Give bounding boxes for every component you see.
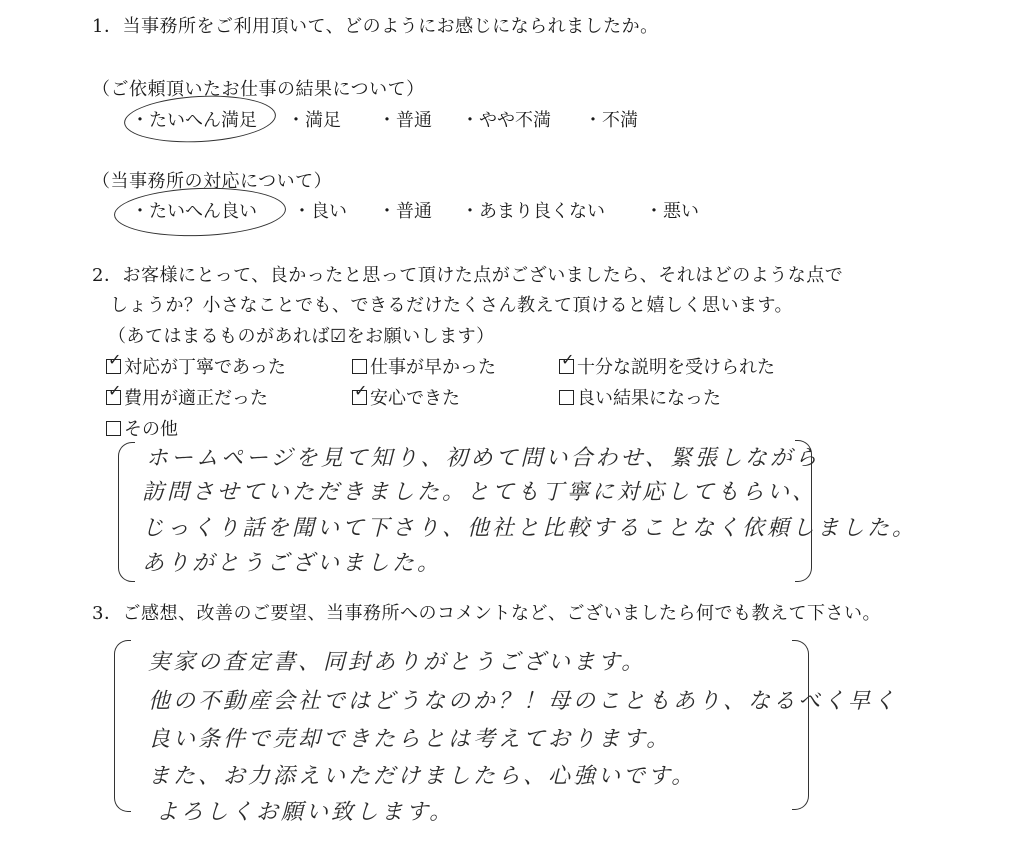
- comment-bracket-right: [792, 640, 809, 810]
- option-normal-2[interactable]: ・普通: [378, 201, 432, 222]
- q2-heading-line1: 2．お客様にとって、良かったと思って頂けた点がございましたら、それはどのような点で: [92, 265, 844, 286]
- checkbox-icon[interactable]: [352, 381, 368, 405]
- checkbox-icon[interactable]: [106, 350, 122, 374]
- checkbox-label: 費用が適正だった: [124, 388, 268, 409]
- checkmark-icon: ✓: [354, 381, 368, 400]
- checkbox-label: 仕事が早かった: [370, 357, 496, 378]
- option-very-good[interactable]: ・たいへん良い: [131, 201, 257, 222]
- checkbox-label: 対応が丁寧であった: [124, 357, 286, 378]
- option-dissatisfied[interactable]: ・不満: [584, 110, 638, 131]
- handwritten-comment-line: 訪問させていただきました。とても丁寧に対応してもらい、: [142, 480, 818, 505]
- checkbox-fast-work[interactable]: [352, 357, 496, 379]
- handwritten-comment-line: 他の不動産会社ではどうなのか？！母のこともあり、なるべく早く: [148, 689, 899, 714]
- handwritten-comment-line: じっくり話を聞いて下さり、他社と比較することなく依頼しました。: [142, 516, 918, 541]
- option-satisfied[interactable]: ・満足: [287, 110, 341, 131]
- handwritten-comment-line: 実家の査定書、同封ありがとうございます。: [148, 650, 647, 675]
- comment-bracket-left: [118, 442, 135, 582]
- checkbox-fair-fees[interactable]: [106, 381, 268, 410]
- checkbox-label: 安心できた: [370, 388, 460, 409]
- checkbox-icon[interactable]: [106, 421, 121, 436]
- checkbox-sufficient-explanation[interactable]: [559, 350, 775, 379]
- checkbox-good-result[interactable]: [559, 388, 721, 410]
- q2-instruction: （あてはまるものがあれば☑をお願いします）: [108, 326, 495, 347]
- handwritten-comment-line: ホームページを見て知り、初めて問い合わせ、緊張しながら: [146, 446, 820, 471]
- option-normal[interactable]: ・普通: [378, 110, 432, 131]
- checkbox-polite-service[interactable]: [106, 350, 286, 379]
- option-very-satisfied[interactable]: ・たいへん満足: [131, 110, 257, 131]
- checkmark-icon: ✓: [561, 350, 575, 369]
- checkbox-icon[interactable]: [106, 381, 122, 405]
- checkbox-icon[interactable]: [559, 350, 575, 374]
- q2-heading-line2: しょうか？小さなことでも、できるだけたくさん教えて頂けると嬉しく思います。: [110, 295, 794, 316]
- option-good[interactable]: ・良い: [293, 201, 347, 222]
- checkbox-icon[interactable]: [352, 359, 367, 374]
- q3-heading: 3．ご感想、改善のご要望、当事務所へのコメントなど、ございましたら何でも教えて下さい。: [92, 603, 881, 624]
- option-not-very-good[interactable]: ・あまり良くない: [461, 201, 605, 222]
- option-somewhat-dissatisfied[interactable]: ・やや不満: [461, 110, 551, 131]
- handwritten-comment-line: よろしくお願い致します。: [156, 800, 455, 825]
- checkbox-label: 十分な説明を受けられた: [577, 357, 775, 378]
- checkmark-icon: ✓: [108, 381, 122, 400]
- handwritten-comment-line: また、お力添えいただけましたら、心強いです。: [148, 764, 697, 789]
- q1-sub-result-label: （ご依頼頂いたお仕事の結果について）: [92, 79, 425, 100]
- checkbox-other[interactable]: [106, 419, 178, 441]
- q1-heading: 1．当事務所をご利用頂いて、どのようにお感じになられましたか。: [92, 16, 659, 37]
- checkbox-icon[interactable]: [559, 390, 574, 405]
- selection-circle-2: [113, 185, 287, 239]
- checkmark-icon: ✓: [108, 350, 122, 369]
- handwritten-comment-line: 良い条件で売却できたらとは考えております。: [148, 727, 672, 752]
- checkbox-peace-of-mind[interactable]: [352, 381, 460, 410]
- q1-sub-service-label: （当事務所の対応について）: [92, 171, 333, 192]
- option-bad[interactable]: ・悪い: [645, 201, 699, 222]
- checkbox-label: その他: [124, 419, 178, 440]
- checkbox-label: 良い結果になった: [577, 388, 721, 409]
- comment-bracket-left: [114, 640, 131, 812]
- handwritten-comment-line: ありがとうございました。: [142, 551, 443, 576]
